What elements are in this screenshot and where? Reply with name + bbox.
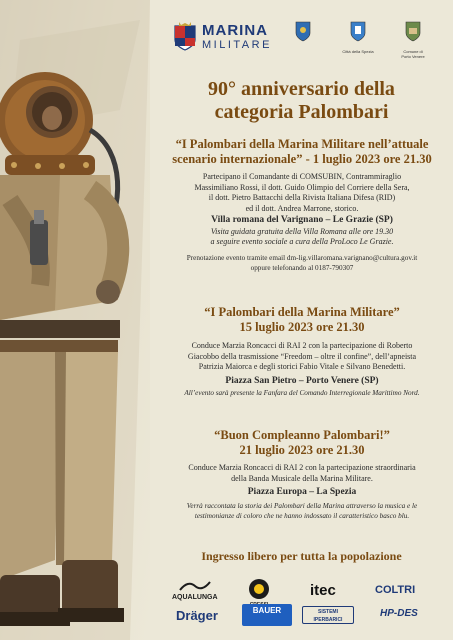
municipal-crest-1 bbox=[278, 16, 328, 49]
event-3-desc-line: della Banda Musicale della Marina Militare. bbox=[231, 473, 373, 483]
event-3-note-line: testimonianze di coloro che ne hanno indossato il caratteristico basco blu. bbox=[194, 512, 410, 520]
porto-venere-label-1: Comune di bbox=[403, 49, 423, 54]
event-3-title-line-1: “Buon Compleanno Palombari!” bbox=[214, 428, 390, 442]
sponsor-aqualunga-label: AQUALUNGA bbox=[172, 594, 218, 601]
event-2-title-line-2: 15 luglio 2023 ore 21.30 bbox=[239, 320, 365, 334]
la-spezia-label: Città della Spezia bbox=[342, 49, 374, 54]
crest-icon bbox=[295, 20, 311, 42]
event-1-booking-line: oppure telefonando al 0187-790307 bbox=[250, 264, 354, 272]
event-1-desc-line: Partecipano il Comandante di COMSUBIN, Contrammiraglio bbox=[202, 172, 402, 181]
sponsor-itec: itec bbox=[310, 582, 336, 599]
diver-illustration bbox=[0, 0, 150, 640]
content-column bbox=[150, 0, 453, 640]
event-2-desc-line: Patrizia Maiorca e degli storici Fabio Vitale e Silvano Benedetti. bbox=[198, 362, 406, 371]
event-1-desc-line: ed il dott. Andrea Marrone, storico. bbox=[245, 203, 359, 213]
event-1-title-line-2: scenario internazionale” - 1 luglio 2023 ore 21.30 bbox=[172, 152, 432, 166]
militare-text: MILITARE bbox=[202, 39, 272, 51]
event-3-desc-line: Conduce Marzia Roncacci di RAI 2 con la partecipazione straordinaria bbox=[188, 463, 416, 472]
event-1-title bbox=[156, 137, 448, 167]
sponsor-hp-des: HP-DES bbox=[380, 608, 418, 619]
crest-icon bbox=[405, 20, 421, 42]
crest-icon bbox=[350, 20, 366, 42]
marina-text: MARINA bbox=[202, 22, 268, 39]
event-3-note bbox=[156, 501, 448, 521]
municipal-crest-porto-venere bbox=[388, 16, 438, 59]
event-3-venue: Piazza Europa – La Spezia bbox=[247, 487, 357, 497]
event-2-venue: Piazza San Pietro – Porto Venere (SP) bbox=[225, 375, 379, 386]
event-1 bbox=[156, 137, 448, 273]
sponsor-bauer bbox=[242, 604, 292, 626]
event-2-description bbox=[156, 341, 448, 373]
diver-drawing bbox=[0, 0, 150, 640]
event-2-desc-line: Conduce Marzia Roncacci di RAI 2 con la partecipazione di Roberto bbox=[191, 341, 413, 350]
sponsor-bauer-label: BAUER bbox=[252, 606, 282, 615]
municipal-crest-la-spezia bbox=[333, 16, 383, 54]
event-2-desc-line: Giacobbo della trasmissione “Freedom – oltre il confine”, dell’apneista bbox=[187, 351, 417, 361]
marina-militare-logo bbox=[172, 20, 272, 54]
title-line-2: categoria Palombari bbox=[214, 101, 389, 123]
event-1-description bbox=[156, 172, 448, 214]
event-1-venue: Villa romana del Varignano – Le Grazie (SP) bbox=[211, 215, 393, 225]
event-1-booking-line: Prenotazione evento tramite email dm-lig.villaromana.varignano@cultura.gov.it bbox=[186, 254, 418, 262]
event-1-desc-line: il dott. Pietro Battacchi della Rivista Italiana Difesa (RID) bbox=[208, 193, 396, 202]
sponsor-drager: Dräger bbox=[176, 608, 218, 623]
event-3-title bbox=[156, 428, 448, 458]
sponsor-coltri: COLTRI bbox=[375, 584, 416, 596]
event-2-note: All’evento sarà presente la Fanfara del Comando Interregionale Marittimo Nord. bbox=[184, 388, 420, 397]
sponsor-aqualunga bbox=[172, 580, 218, 601]
event-2-title bbox=[156, 305, 448, 335]
free-entry-text: Ingresso libero per tutta la popolazione bbox=[201, 549, 402, 563]
event-1-visit-line: Visita guidata gratuita della Villa Romana alle ore 19.30 bbox=[210, 227, 394, 236]
porto-venere-label-2: Porto Venere bbox=[401, 54, 425, 59]
event-2 bbox=[156, 305, 448, 398]
event-2-title-line-1: “I Palombari della Marina Militare” bbox=[204, 305, 400, 319]
event-3 bbox=[156, 428, 448, 521]
title-line-1: 90° anniversario della bbox=[208, 78, 395, 100]
event-1-title-line-1: “I Palombari della Marina Militare nell’attuale bbox=[175, 137, 429, 151]
event-1-visit-info bbox=[156, 227, 448, 247]
event-1-visit-line: a seguire evento sociale a cura della ProLoco Le Grazie. bbox=[210, 237, 394, 246]
aqualunga-icon bbox=[178, 580, 212, 592]
event-1-desc-line: Massimiliano Rossi, il dott. Guido Olimpio del Corriere della Sera, bbox=[194, 182, 410, 192]
sponsor-logos bbox=[160, 576, 450, 636]
event-3-title-line-2: 21 luglio 2023 ore 21.30 bbox=[239, 443, 365, 457]
page-title bbox=[150, 78, 453, 124]
event-3-note-line: Verrà raccontata la storia dei Palombari della Marina attraverso la musica e le bbox=[186, 502, 418, 510]
cressi-icon bbox=[248, 578, 270, 600]
navy-crest-icon bbox=[172, 22, 198, 52]
event-1-booking bbox=[156, 253, 448, 273]
event-3-description bbox=[156, 463, 448, 484]
header-logos bbox=[168, 16, 448, 66]
sponsor-sistemi-iperbarici: SISTEMI IPERBARICI bbox=[302, 606, 354, 624]
